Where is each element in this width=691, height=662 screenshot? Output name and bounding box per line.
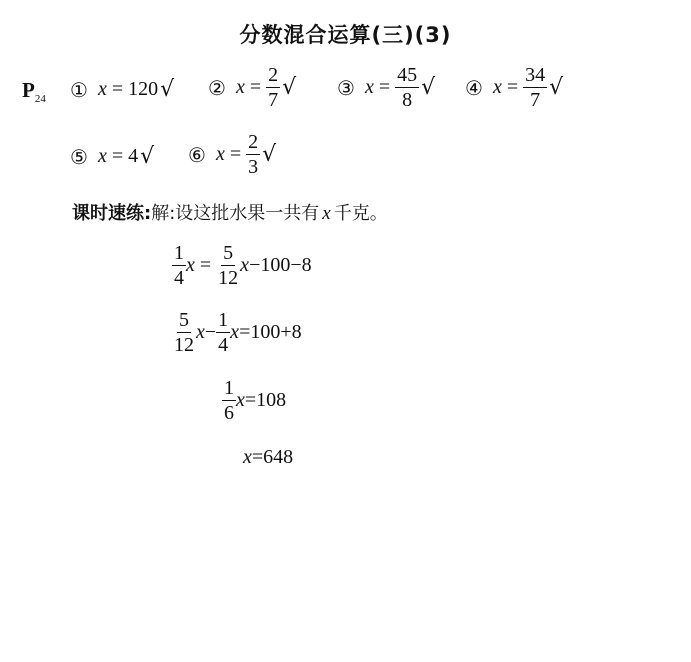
denominator: 12 (174, 334, 194, 356)
numerator: 1 (174, 242, 184, 264)
equals-sign: = (199, 254, 212, 276)
numerator: 5 (223, 242, 234, 264)
denominator: 6 (224, 402, 234, 424)
variable: x (240, 254, 250, 276)
page-number: 24 (34, 93, 46, 105)
answer-number: ① (70, 77, 88, 102)
solve-label: 解 (151, 203, 170, 224)
answer-value: 120 (128, 78, 159, 100)
answer-2 (208, 65, 296, 110)
variable: x (215, 143, 225, 165)
denominator: 7 (530, 89, 541, 111)
equation-step-1 (172, 243, 312, 288)
denominator: 3 (248, 156, 259, 178)
answer-number: ③ (337, 75, 355, 100)
variable: x (196, 321, 205, 343)
equation-step-2 (172, 310, 302, 355)
check-mark-icon: √ (262, 142, 277, 167)
page-reference (22, 78, 46, 105)
check-mark-icon: √ (421, 75, 436, 100)
variable: x (97, 78, 107, 100)
practice-label: 课时速练 (72, 203, 144, 224)
variable: x (492, 76, 502, 98)
numerator: 1 (224, 377, 234, 399)
page-letter: P (22, 78, 35, 102)
answer-fraction (395, 65, 419, 110)
variable: x (236, 389, 245, 411)
equals-sign: = (229, 143, 242, 165)
answer-5 (70, 144, 154, 169)
expression-rest: =648 (251, 446, 294, 468)
denominator: 8 (402, 89, 413, 111)
equals-sign: = (111, 78, 124, 100)
numerator: 45 (397, 64, 418, 86)
check-mark-icon: √ (549, 75, 564, 100)
variable: x (364, 76, 374, 98)
equation-step-4 (243, 446, 293, 469)
answer-4 (465, 65, 563, 110)
expression-rest: −100−8 (249, 254, 312, 276)
fraction (172, 310, 196, 355)
denominator: 12 (218, 267, 239, 289)
variable: x (186, 254, 195, 276)
equals-sign: = (249, 76, 262, 98)
expression-rest: =100+8 (239, 321, 302, 343)
numerator: 2 (248, 131, 259, 153)
numerator: 34 (525, 64, 546, 86)
denominator: 7 (268, 89, 279, 111)
answer-1 (70, 77, 174, 102)
answer-fraction (246, 132, 260, 177)
variable: x (97, 145, 107, 167)
equals-sign: = (506, 76, 519, 98)
check-mark-icon: √ (282, 75, 297, 100)
answer-3 (337, 65, 435, 110)
practice-colon: : (144, 203, 152, 224)
check-mark-icon: √ (160, 77, 175, 102)
statement-unit: 千克。 (333, 203, 388, 224)
variable: x (322, 203, 331, 224)
check-mark-icon: √ (140, 144, 155, 169)
fraction (222, 378, 236, 423)
answer-number: ④ (465, 75, 483, 100)
numerator: 1 (218, 309, 229, 331)
numerator: 2 (268, 64, 279, 86)
fraction (216, 243, 240, 288)
practice-statement (72, 199, 388, 225)
answer-fraction (523, 65, 547, 110)
answer-number: ⑥ (188, 142, 206, 167)
variable: x (235, 76, 245, 98)
answer-fraction (266, 65, 280, 110)
statement-text: :设这批水果一共有 (169, 203, 320, 224)
page-title: 分数混合运算(三)(3) (239, 23, 452, 47)
minus-sign: − (204, 321, 217, 343)
variable: x (230, 321, 240, 343)
variable: x (243, 446, 252, 468)
fraction (216, 310, 230, 355)
answer-value: 4 (128, 145, 139, 167)
denominator: 4 (218, 334, 229, 356)
numerator: 5 (179, 309, 189, 331)
answer-number: ⑤ (70, 144, 88, 169)
equation-step-3 (222, 378, 286, 423)
answer-6 (188, 132, 276, 177)
equals-sign: = (111, 145, 124, 167)
answer-number: ② (208, 75, 226, 100)
equals-sign: = (378, 76, 391, 98)
fraction (172, 243, 186, 288)
denominator: 4 (174, 267, 184, 289)
expression-rest: =108 (244, 389, 287, 411)
